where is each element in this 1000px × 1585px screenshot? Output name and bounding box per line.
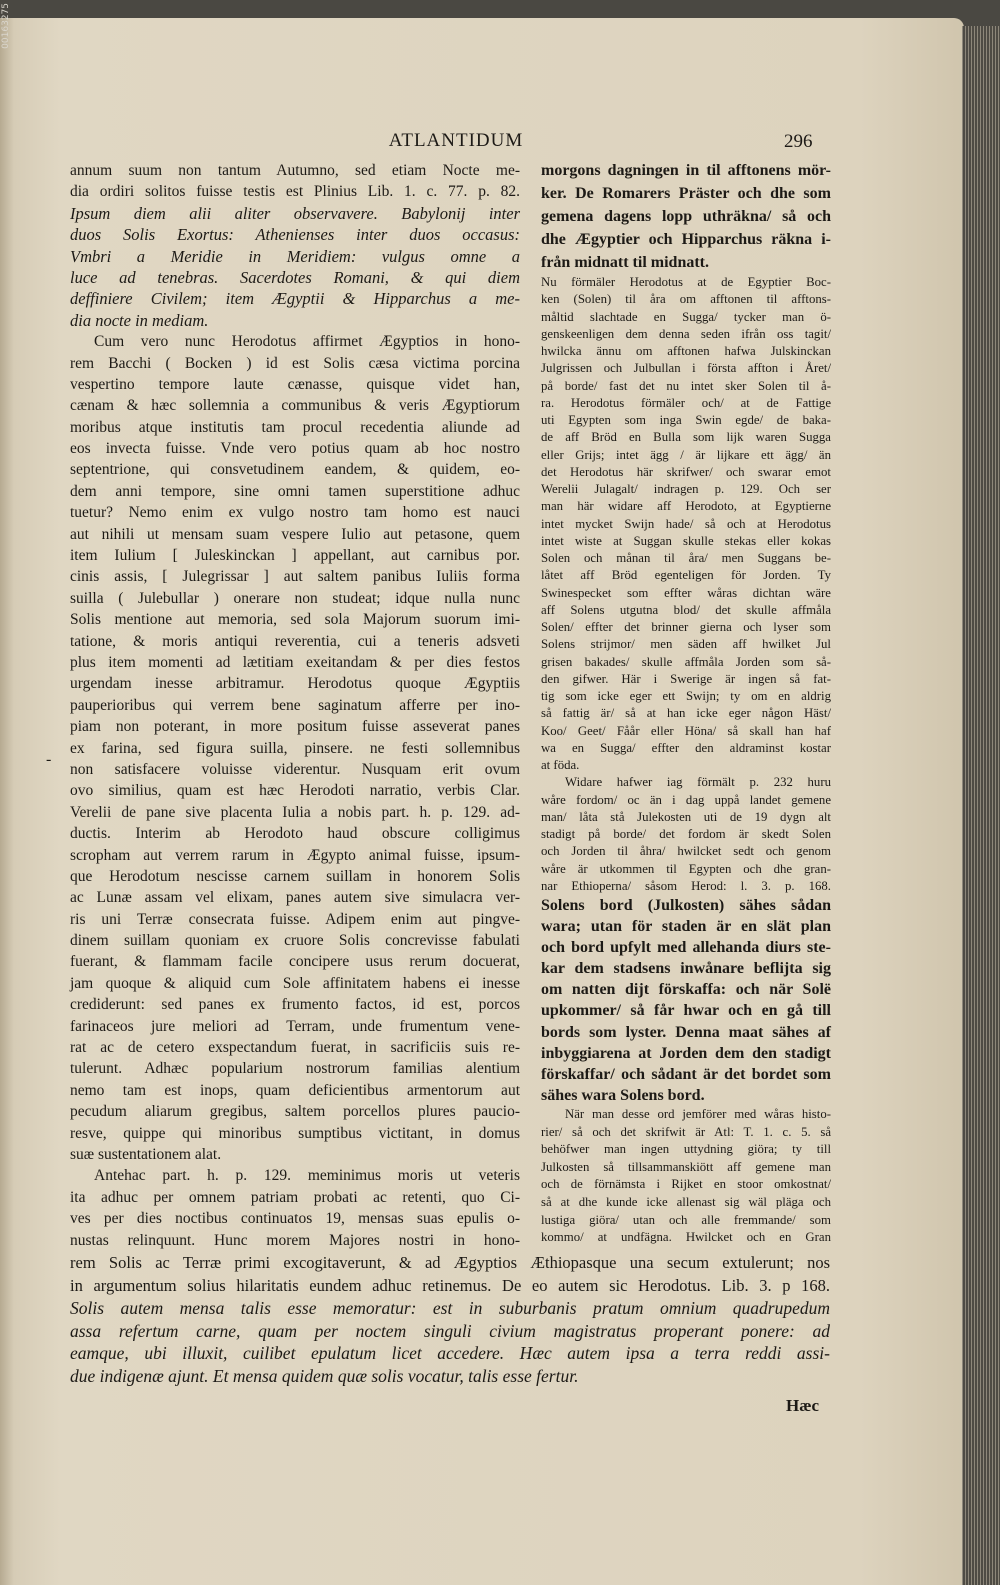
text-line: rem Solis ac Terræ primi excogitaverunt, & ad Ægyptios Æthiopasque una secum extulerunt; nos bbox=[70, 1253, 830, 1272]
text-line: Cum vero nunc Herodotus affirmet Ægyptios in hono- bbox=[94, 333, 520, 351]
text-line: vespertino tempore laute cænasse, quisque videt han, bbox=[70, 375, 520, 393]
text-line: förskaffar/ och sådant är det bordet som bbox=[541, 1065, 831, 1083]
text-line: det Herodotus här skrifwer/ och swarar emot bbox=[541, 464, 831, 479]
text-line: behöfwer man ingen uttydning giöra; ty till bbox=[541, 1142, 831, 1157]
text-line: låtet aff Bröd egenteligen för Jorden. Ty bbox=[541, 568, 831, 583]
text-line: wara; utan för staden är en slät plan bbox=[541, 918, 831, 936]
text-line: ris uni Terræ consecrata fuisse. Adipem enim aut pingve- bbox=[70, 910, 520, 928]
text-line: suilla ( Julebullar ) onerare non studeat; idque nulla nunc bbox=[70, 589, 520, 607]
text-line: lustiga giöra/ utan och alle fremmande/ som bbox=[541, 1212, 831, 1227]
text-line: intet mycket Swijn hade/ så och at Herodotus bbox=[541, 516, 831, 531]
text-line: Koo/ Geet/ Fåår eller Höna/ så skall han haf bbox=[541, 723, 831, 738]
right-column-swedish bbox=[541, 159, 831, 1247]
text-line: Verelii de pane sive placenta Iulia a nobis part. h. p. 129. ad- bbox=[70, 803, 520, 821]
text-line: man/ låta stå Julekosten uti de 19 dygn alt bbox=[541, 809, 831, 824]
text-line: man här widare aff Herodoto, at Egyptierne bbox=[541, 499, 831, 514]
text-line: ovo similius, quam est hæc Herodoti narratio, verbis Clar. bbox=[70, 782, 520, 800]
text-line: Solens bord (Julkosten) sähes sådan bbox=[541, 897, 831, 914]
text-line: ra. Herodotus förmäler och/ at de Fattige bbox=[541, 395, 831, 410]
running-title: ATLANTIDUM bbox=[388, 130, 524, 151]
text-line: septentrione, qui consvetudinem eandem, & quidem, eo- bbox=[70, 461, 520, 479]
text-line: in argumentum solius hilaritatis eundem adhuc retinemus. De eo autem sic Herodotus. Lib. 3. p 168. bbox=[70, 1275, 830, 1295]
text-line: måltid slachtade en Sugga/ tycker man ö- bbox=[541, 309, 831, 324]
text-line: deffiniere Civilem; item Ægyptii & Hipparchus a me- bbox=[70, 289, 520, 309]
text-line: dia nocte in mediam. bbox=[70, 310, 209, 330]
text-line: ita adhuc per omnem patriam probati ac retenti, quo Ci- bbox=[70, 1188, 520, 1206]
text-line: nar Ethioperna/ såsom Herod: l. 3. p. 168. bbox=[541, 878, 831, 893]
text-line: cinis assis, [ Julegrissar ] aut saltem panibus Iuliis forma bbox=[70, 568, 520, 586]
text-line: dia ordiri solitos fuisse testis est Plinius Lib. 1. c. 77. p. 82. bbox=[70, 183, 520, 201]
text-line: kommo/ at undfägna. Hwilcket och en Gran bbox=[541, 1230, 831, 1245]
text-line: piam non poterant, in more positum fuisse asseverat panes bbox=[70, 718, 520, 736]
text-line: rem Bacchi ( Bocken ) id est Solis cæsa victima porcina bbox=[70, 354, 520, 372]
text-line: wåre är utkommen til Egypten och dhe gran- bbox=[541, 861, 831, 876]
text-line: annum suum non tantum Autumno, sed etiam Nocte me- bbox=[70, 162, 520, 179]
text-line: Widare hafwer iag förmält p. 232 huru bbox=[565, 775, 831, 790]
text-line: tig som icke eger ett Swijn; ty om en aldrig bbox=[541, 689, 831, 703]
text-line: wåre fordom/ oc än i dag uppå landet gemene bbox=[541, 792, 831, 807]
text-line: ken (Solen) til åra om afftonen til afftons- bbox=[541, 292, 831, 307]
margin-mark: - bbox=[46, 751, 52, 768]
text-line: non satisfacere voluisse viderentur. Nusquam erit ovum bbox=[70, 760, 520, 778]
text-line: genskeenligen dem denna seden ifrån oss tagit/ bbox=[541, 326, 831, 341]
text-line: eos invecta fuisse. Vnde vero potius quam ab hoc nostro bbox=[70, 440, 520, 458]
text-line: Solis mentione aut memoria, sed sola Majorum suorum imi- bbox=[70, 611, 520, 629]
text-line: Swinespecket som effter wåras dichtan wäre bbox=[541, 585, 831, 600]
text-block bbox=[541, 274, 831, 895]
text-line: rat ac de cetero exspectandum fuerat, in sacrificiis suis re- bbox=[70, 1039, 520, 1057]
text-line: på borde/ fast det nu intet sker Solen til å- bbox=[541, 378, 831, 393]
text-line: den gifwer. Här i Swerige är ingen så fat- bbox=[541, 671, 831, 686]
text-line: scropham aut verrem rarum in Ægypto animal fuisse, ipsum- bbox=[70, 846, 520, 864]
text-line: cænam & hæc sollemnia a communibus & veris Ægyptiorum bbox=[70, 397, 520, 415]
text-line: kar dem stadsens inwånare beflijta sig bbox=[541, 960, 831, 978]
text-line: bords som lyster. Denna maat sähes af bbox=[541, 1023, 831, 1041]
text-line: Nu förmäler Herodotus at de Egyptier Boc- bbox=[541, 275, 831, 289]
text-line: rier/ så och det skrifwit är Atl: T. 1. c. 5. så bbox=[541, 1124, 831, 1139]
text-line: Antehac part. h. p. 129. meminimus moris ut veteris bbox=[94, 1167, 520, 1185]
text-line: och Jorden til åhra/ hwilcket sedt och genom bbox=[541, 844, 831, 859]
text-line: och de förnämsta i Rijket en stoor omkostnat/ bbox=[541, 1177, 831, 1192]
text-line: aff Solens utgutna blod/ det skulle affmåla bbox=[541, 602, 831, 617]
text-line: duos Solis Exortus: Athenienses inter duos occasus: bbox=[70, 225, 520, 245]
text-line: pecudum aliarum gregibus, saltem porcellos plures paucio- bbox=[70, 1103, 520, 1121]
text-line: moribus atque institutis tam procul recedentia aliunde ad bbox=[70, 418, 520, 436]
text-line: urgendam inesse arbitramur. Herodotus quoque Ægyptiis bbox=[70, 675, 520, 693]
text-line: plus item momenti ad lætitiam exeitandam & per dies festos bbox=[70, 653, 520, 671]
text-line: que Herodotum nescisse carnem suillam in honorem Solis bbox=[70, 867, 520, 885]
text-line: Solis autem mensa talis esse memoratur: est in suburbanis pratum omnium quadrupedum bbox=[70, 1298, 830, 1319]
text-line: intet wiste at Suggan skulle stekas eller kokas bbox=[541, 533, 831, 548]
text-line: morgons dagningen in til afftonens mör- bbox=[541, 162, 831, 179]
text-line: de aff Bröd en Bulla som lijk waren Sugga bbox=[541, 430, 831, 445]
text-line: assa refertum carne, quam per noctem singuli civium magistratus properant ponere: ad bbox=[70, 1320, 830, 1341]
text-line: sähes wara Solens bord. bbox=[541, 1086, 705, 1104]
text-line: ac Lunæ assam vel elixam, panes autem sive simulacra ver- bbox=[70, 889, 520, 907]
text-block bbox=[541, 895, 831, 1106]
text-line: dhe Ægyptier och Hipparchus räkna i- bbox=[541, 231, 831, 248]
text-line: tatione, & moris antiqui reverentia, cui a teneris adsveti bbox=[70, 632, 520, 650]
text-line: eller Grijs; intet ägg / är lijkare ett ägg/ än bbox=[541, 447, 831, 462]
text-line: och bord upfylt med allehanda diurs ste- bbox=[541, 939, 831, 957]
text-line: Werelii Julagalt/ indragen p. 129. Och ser bbox=[541, 482, 831, 496]
text-line: hwilcka ännu om afftonen hafwa Julskinckan bbox=[541, 344, 831, 358]
text-line: wa en Sugga/ effter den aldraminst kostar bbox=[541, 740, 831, 755]
text-line: inbyggiarena at Jorden dem den stadigt bbox=[541, 1044, 831, 1062]
text-line: ductis. Interim ab Herodoto haud obscure colligimus bbox=[70, 825, 520, 843]
text-line: upkommer/ så får hwar och en gå till bbox=[541, 1002, 831, 1020]
text-line: tulerunt. Adhæc popularium nostrorum familias alentium bbox=[70, 1060, 520, 1078]
text-line: tuetur? Nemo enim ex vulgo nostro tam homo est nauci bbox=[70, 504, 520, 522]
text-line: crediderunt: sed panes ex frumento factos, id est, porcos bbox=[70, 996, 520, 1014]
text-line: dinem suillam quoniam ex cruore Solis concrevisse fabulati bbox=[70, 932, 520, 950]
text-line: fuerant, & flammam facile concipere usus rerum docuerat, bbox=[70, 953, 520, 971]
catchword: Hæc bbox=[786, 1396, 820, 1415]
text-line: stadigt på borde/ det fordom är skedt Solen bbox=[541, 827, 831, 841]
text-line: pauperioribus qui verrem bene saginatum afferre per ino- bbox=[70, 696, 520, 714]
text-line: farinaceos jure meliori ad Terram, unde frumentum vene- bbox=[70, 1017, 520, 1035]
library-stamp: 00163275 bbox=[1, 3, 11, 49]
text-line: ker. De Romarers Präster och dhe som bbox=[541, 185, 831, 202]
text-line: så fattig är/ så at han icke eger någon Häst/ bbox=[541, 706, 831, 721]
text-line: ves per dies noctibus continuatos 19, mensas suas epulis o- bbox=[70, 1210, 520, 1228]
text-line: Solen och månan til åra/ men Suggans be- bbox=[541, 551, 831, 565]
text-line: luce ad tenebras. Sacerdotes Romani, & qui diem bbox=[70, 267, 520, 287]
text-line: aut nihili ut mensam suam vespere Iulio aut petasone, quem bbox=[70, 525, 520, 543]
text-line: Julgrissen och Julbullan i första affton i Året/ bbox=[541, 361, 831, 376]
text-line: resve, quippe qui minoribus sumptibus victitant, in domus bbox=[70, 1124, 520, 1142]
bottom-paragraph bbox=[70, 1252, 830, 1388]
text-line: item Iulium [ Juleskinckan ] appellant, aut carnibus por. bbox=[70, 547, 520, 565]
text-line: från midnatt til midnatt. bbox=[541, 254, 709, 271]
text-line: Solen/ effter det brinner gierna och lyser som bbox=[541, 620, 831, 634]
left-column-latin bbox=[70, 160, 520, 1251]
text-line: uti Egypten som inga Swin egde/ de baka- bbox=[541, 413, 831, 427]
text-line: Julkosten så tillsammanskiött aff gemene man bbox=[541, 1159, 831, 1174]
text-line: due indigenæ ajunt. Et mensa quidem quæ solis vocatur, talis esse fertur. bbox=[70, 1365, 579, 1386]
text-line: nemo tam est inops, quam deficientibus armentorum aut bbox=[70, 1081, 520, 1099]
text-line: om natten dijt förskaffa: och när Solë bbox=[541, 981, 831, 999]
text-line: ex farina, sed figura suilla, pinsere. ne festi sollemnibus bbox=[70, 739, 520, 757]
text-line: suæ sustentationem alat. bbox=[70, 1145, 222, 1163]
text-line: gemena dagens lopp uthräkna/ så och bbox=[541, 208, 831, 225]
text-line: Vmbri a Meridie in Meridiem: vulgus omne a bbox=[70, 246, 520, 266]
text-line: nustas relinquunt. Hunc morem Majores nostri in hono- bbox=[70, 1231, 520, 1249]
text-line: jam quoque & aliquid cum Sole affinitatem habens ei inesse bbox=[70, 974, 520, 992]
text-block bbox=[541, 159, 831, 274]
text-line: När man desse ord jemförer med wåras histo- bbox=[565, 1106, 831, 1121]
page-number: 296 bbox=[784, 131, 813, 152]
text-line: grisen bakades/ skulle affmåla Jorden som så- bbox=[541, 654, 831, 669]
text-line: så at dhe kunde icke allenast sig wäl pläga och bbox=[541, 1194, 831, 1209]
text-line: dem anni tempore, sine omni tamen superstitione adhuc bbox=[70, 482, 520, 500]
text-line: eamque, ubi illuxit, cuilibet epulatum licet accedere. Hæc autem ipsa a terra reddi assi- bbox=[70, 1343, 830, 1364]
page-edges bbox=[962, 26, 1000, 1585]
text-block bbox=[541, 1106, 831, 1247]
text-line: at föda. bbox=[541, 758, 580, 772]
text-line: Ipsum diem alii aliter observavere. Babylonij inter bbox=[70, 203, 520, 223]
text-line: Solens strijmor/ men säden aff hwilket Jul bbox=[541, 637, 831, 652]
